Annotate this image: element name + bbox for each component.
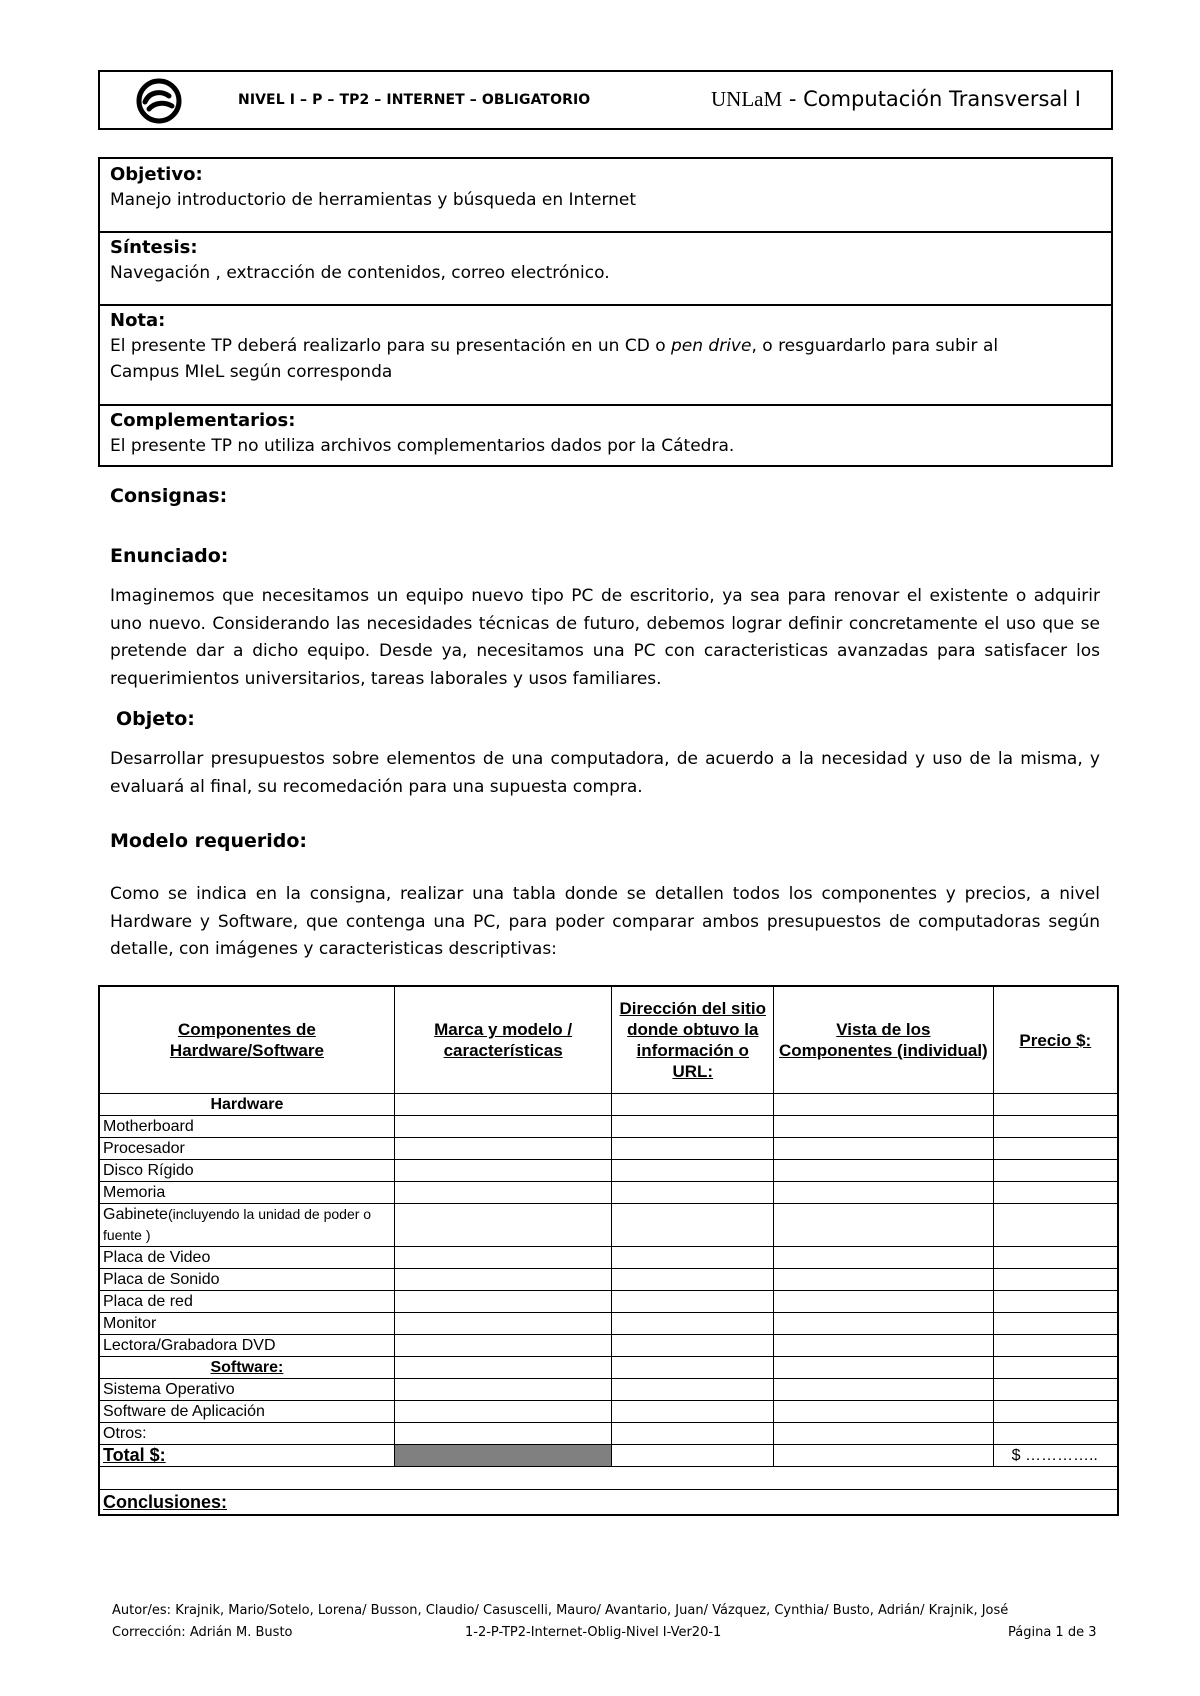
row-label: Motherboard (99, 1116, 394, 1138)
nota-text-b: , o resguardarlo para subir al (751, 336, 999, 356)
nota-text-a: El presente TP deberá realizarlo para su presentación en un CD o (110, 336, 671, 356)
cell[interactable] (774, 1379, 994, 1401)
cell[interactable] (774, 1357, 994, 1379)
cell[interactable] (774, 1204, 994, 1247)
hardware-section-label: Hardware (99, 1094, 394, 1116)
cell[interactable] (774, 1094, 994, 1116)
total-label: Total $: (99, 1445, 394, 1467)
cell[interactable] (612, 1445, 774, 1467)
footer-correction: Corrección: Adrián M. Busto (112, 1625, 293, 1640)
footer-page-number: Página 1 de 3 (1008, 1625, 1097, 1640)
table-row (99, 1204, 1118, 1247)
cell[interactable] (394, 1335, 612, 1357)
cell[interactable] (774, 1313, 994, 1335)
cell[interactable] (612, 1247, 774, 1269)
cell[interactable] (774, 1138, 994, 1160)
gray-cell (394, 1445, 612, 1467)
total-row (99, 1445, 1118, 1467)
cell[interactable] (612, 1269, 774, 1291)
cell[interactable] (394, 1138, 612, 1160)
row-label: Software de Aplicación (99, 1401, 394, 1423)
cell[interactable] (394, 1204, 612, 1247)
cell[interactable] (993, 1401, 1118, 1423)
row-label: Placa de red (99, 1291, 394, 1313)
row-label: Placa de Sonido (99, 1269, 394, 1291)
cell[interactable] (993, 1335, 1118, 1357)
sintesis-text: Navegación , extracción de contenidos, correo electrónico. (110, 263, 610, 283)
header-divider (208, 128, 719, 129)
cell[interactable] (774, 1269, 994, 1291)
cell[interactable] (612, 1379, 774, 1401)
gabinete-note: (incluyendo la unidad de poder o fuente ) (103, 1206, 372, 1243)
cell[interactable] (993, 1247, 1118, 1269)
table-row (99, 1182, 1118, 1204)
cell[interactable] (612, 1401, 774, 1423)
row-label: Lectora/Grabadora DVD (99, 1335, 394, 1357)
total-value[interactable]: $ ………….. (993, 1445, 1118, 1467)
consignas-heading: Consignas: (110, 485, 228, 507)
header-price: Precio $: (993, 986, 1118, 1094)
cell[interactable] (993, 1423, 1118, 1445)
cell[interactable] (394, 1401, 612, 1423)
cell[interactable] (774, 1335, 994, 1357)
complementarios-label: Complementarios: (110, 410, 296, 431)
cell[interactable] (993, 1291, 1118, 1313)
conclusions-row (99, 1490, 1118, 1516)
sintesis-label: Síntesis: (110, 237, 198, 258)
software-section-label: Software: (99, 1357, 394, 1379)
cell[interactable] (612, 1313, 774, 1335)
table-row (99, 1160, 1118, 1182)
table-row (99, 1423, 1118, 1445)
header-view: Vista de los Componentes (individual) (774, 986, 994, 1094)
cell[interactable] (993, 1094, 1118, 1116)
cell[interactable] (612, 1291, 774, 1313)
cell[interactable] (394, 1160, 612, 1182)
nota-text (110, 333, 1101, 385)
footer-doc-code: 1-2-P-TP2-Internet-Oblig-Nivel I-Ver20-1 (465, 1625, 722, 1640)
cell[interactable] (612, 1116, 774, 1138)
cell[interactable] (993, 1204, 1118, 1247)
cell[interactable] (774, 1423, 994, 1445)
conclusiones-label: Conclusiones: (99, 1490, 1118, 1516)
cell[interactable] (774, 1182, 994, 1204)
unlam-label: UNLaM (711, 87, 783, 111)
gabinete-main: Gabinete (103, 1206, 168, 1223)
cell[interactable] (612, 1094, 774, 1116)
components-table (98, 985, 1119, 1516)
row-label: Sistema Operativo (99, 1379, 394, 1401)
complementarios-section (100, 405, 1111, 467)
objetivo-label: Objetivo: (110, 164, 203, 185)
nota-label: Nota: (110, 310, 166, 331)
blank-cell (99, 1467, 1118, 1490)
row-label-gabinete (99, 1204, 394, 1247)
cell[interactable] (612, 1357, 774, 1379)
header-brand-model: Marca y modelo / características (394, 986, 612, 1094)
row-label: Disco Rígido (99, 1160, 394, 1182)
row-label: Monitor (99, 1313, 394, 1335)
header-url: Dirección del sitio donde obtuvo la información o URL: (612, 986, 774, 1094)
table-row (99, 1138, 1118, 1160)
nota-section (100, 305, 1111, 405)
cell[interactable] (612, 1160, 774, 1182)
cell[interactable] (993, 1116, 1118, 1138)
table-row (99, 1313, 1118, 1335)
level-title: NIVEL I – P – TP2 – INTERNET – OBLIGATORIO (238, 92, 591, 108)
cell[interactable] (394, 1182, 612, 1204)
unlam-logo-icon (135, 78, 183, 124)
cell[interactable] (394, 1247, 612, 1269)
cell[interactable] (993, 1313, 1118, 1335)
modelo-paragraph: Como se indica en la consigna, realizar una tabla donde se detallen todos los componentes y precios, a nivel Hardware y Software, que contenga una PC, para poder comparar ambos presupuestos de computadoras según detalle, con imágenes y caracteristicas descriptivas: (110, 884, 1100, 959)
table-row (99, 1379, 1118, 1401)
enunciado-heading: Enunciado: (110, 545, 229, 567)
cell[interactable] (774, 1160, 994, 1182)
cell[interactable] (774, 1247, 994, 1269)
row-label: Placa de Video (99, 1247, 394, 1269)
table-row (99, 1116, 1118, 1138)
table-row (99, 1094, 1118, 1116)
table-row (99, 1401, 1118, 1423)
cell[interactable] (993, 1269, 1118, 1291)
cell[interactable] (993, 1138, 1118, 1160)
cell[interactable] (612, 1204, 774, 1247)
cell[interactable] (394, 1116, 612, 1138)
table-row (99, 1335, 1118, 1357)
table-row (99, 1269, 1118, 1291)
cell[interactable] (394, 1379, 612, 1401)
cell[interactable] (394, 1269, 612, 1291)
cell[interactable] (774, 1291, 994, 1313)
cell[interactable] (993, 1160, 1118, 1182)
cell[interactable] (774, 1401, 994, 1423)
table-row (99, 1247, 1118, 1269)
row-label: Memoria (99, 1182, 394, 1204)
cell[interactable] (612, 1423, 774, 1445)
header-components: Componentes de Hardware/Software (99, 986, 394, 1094)
row-label: Otros: (99, 1423, 394, 1445)
cell[interactable] (612, 1335, 774, 1357)
cell[interactable] (612, 1138, 774, 1160)
complementarios-text: El presente TP no utiliza archivos complementarios dados por la Cátedra. (110, 436, 735, 456)
cell[interactable] (993, 1379, 1118, 1401)
objeto-heading: Objeto: (116, 708, 195, 730)
objetivo-text: Manejo introductorio de herramientas y búsqueda en Internet (110, 190, 637, 210)
info-box (98, 157, 1113, 467)
cell[interactable] (993, 1357, 1118, 1379)
cell[interactable] (394, 1094, 612, 1116)
table-header-row (99, 986, 1118, 1094)
table-row (99, 1357, 1118, 1379)
modelo-heading: Modelo requerido: (110, 830, 308, 852)
nota-text-em: pen drive (671, 336, 752, 356)
cell[interactable] (774, 1116, 994, 1138)
objetivo-section (100, 159, 1111, 232)
cell[interactable] (612, 1182, 774, 1204)
cell[interactable] (394, 1291, 612, 1313)
cell[interactable] (394, 1357, 612, 1379)
enunciado-paragraph: Imaginemos que necesitamos un equipo nuevo tipo PC de escritorio, ya sea para renovar el existente o adquirir uno nuevo. Considerando las necesidades técnicas de futuro, debemos lograr definir concretamente el uso que se pretende dar a dicho equipo. Desde ya, necesitamos una PC con caracteristicas avanzadas para satisfacer los requerimientos universitarios, tareas laborales y usos familiares. (110, 586, 1100, 689)
blank-row (99, 1467, 1118, 1490)
nota-text-c: Campus MIeL según corresponda (110, 362, 393, 382)
cell[interactable] (394, 1313, 612, 1335)
page-header (98, 70, 1113, 130)
sintesis-section (100, 232, 1111, 305)
course-label: - Computación Transversal I (782, 87, 1081, 111)
row-label: Procesador (99, 1138, 394, 1160)
footer-authors: Autor/es: Krajnik, Mario/Sotelo, Lorena/ Busson, Claudio/ Casuscelli, Mauro/ Avantario, Juan/ Vázquez, Cynthia/ Busto, Adrián/ Krajnik, José (112, 1603, 1009, 1618)
objeto-paragraph: Desarrollar presupuestos sobre elementos de una computadora, de acuerdo a la necesidad y uso de la misma, y evaluará al final, su recomedación para una supuesta compra. (110, 749, 1100, 797)
table-row (99, 1291, 1118, 1313)
cell[interactable] (993, 1182, 1118, 1204)
course-title (711, 87, 1081, 112)
cell[interactable] (394, 1423, 612, 1445)
cell[interactable] (774, 1445, 994, 1467)
